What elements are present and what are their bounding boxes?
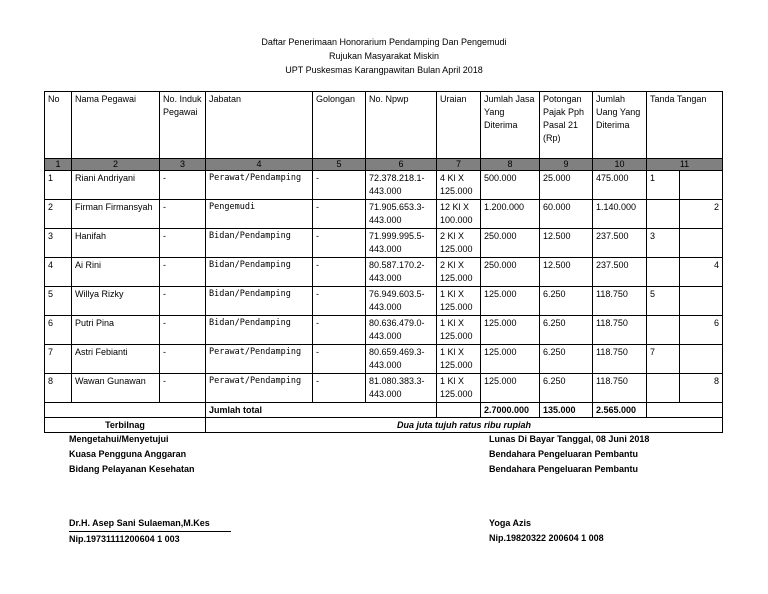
header-golongan: Golongan <box>313 92 366 159</box>
table-row <box>45 258 723 287</box>
row-no-cell: 4 <box>45 258 72 287</box>
row-uraian-cell: 2 Kl X 125.000 <box>437 229 481 258</box>
row-diterima-cell: 118.750 <box>593 316 647 345</box>
row-jabatan-cell: Bidan/Pendamping <box>206 258 313 287</box>
row-npwp-cell: 76.949.603.5- 443.000 <box>366 287 437 316</box>
index-cell: 8 <box>481 159 540 171</box>
row-jabatan-cell: Bidan/Pendamping <box>206 316 313 345</box>
right-role-line: Bendahara Pengeluaran Pembantu <box>489 449 639 459</box>
header-jabatan: Jabatan <box>206 92 313 159</box>
table-row <box>45 316 723 345</box>
right-signature-block <box>489 432 649 477</box>
left-signatory <box>69 516 231 547</box>
row-signature-left-cell: 3 <box>647 229 680 258</box>
index-cell: 7 <box>437 159 481 171</box>
row-npwp-cell: 71.999.995.5- 443.000 <box>366 229 437 258</box>
honorarium-table <box>44 91 723 433</box>
row-jabatan-cell: Perawat/Pendamping <box>206 171 313 200</box>
row-golongan-cell: - <box>313 316 366 345</box>
row-nip-cell: - <box>160 200 206 229</box>
row-signature-left-cell <box>647 258 680 287</box>
row-no-cell: 1 <box>45 171 72 200</box>
header-no: No <box>45 92 72 159</box>
row-jabatan-cell: Perawat/Pendamping <box>206 345 313 374</box>
row-no-cell: 3 <box>45 229 72 258</box>
row-nip-cell: - <box>160 374 206 403</box>
header-tanda-tangan: Tanda Tangan <box>647 92 723 159</box>
row-pajak-cell: 12.500 <box>540 258 593 287</box>
row-jasa-cell: 125.000 <box>481 374 540 403</box>
row-nama-cell: Ai Rini <box>72 258 160 287</box>
row-jasa-cell: 1.200.000 <box>481 200 540 229</box>
row-signature-right-cell: 8 <box>680 374 723 403</box>
row-npwp-cell: 80.636.479.0- 443.000 <box>366 316 437 345</box>
row-nip-cell: - <box>160 229 206 258</box>
row-golongan-cell: - <box>313 374 366 403</box>
total-diterima: 2.565.000 <box>593 403 647 418</box>
terbilang-label: Terbilnag <box>45 418 206 433</box>
table-row <box>45 171 723 200</box>
row-jabatan-cell: Perawat/Pendamping <box>206 374 313 403</box>
row-signature-right-cell: 4 <box>680 258 723 287</box>
row-diterima-cell: 118.750 <box>593 287 647 316</box>
index-cell: 11 <box>647 159 723 171</box>
row-npwp-cell: 80.659.469.3- 443.000 <box>366 345 437 374</box>
row-no-cell: 2 <box>45 200 72 229</box>
index-cell: 3 <box>160 159 206 171</box>
row-jabatan-cell: Pengemudi <box>206 200 313 229</box>
row-golongan-cell: - <box>313 258 366 287</box>
row-golongan-cell: - <box>313 345 366 374</box>
row-signature-right-cell <box>680 171 723 200</box>
header-uraian: Uraian <box>437 92 481 159</box>
row-uraian-cell: 1 Kl X 125.000 <box>437 374 481 403</box>
row-signature-left-cell <box>647 200 680 229</box>
right-payment-line: Lunas Di Bayar Tanggal, 08 Juni 2018 <box>489 434 650 444</box>
row-pajak-cell: 6.250 <box>540 345 593 374</box>
row-nip-cell: - <box>160 345 206 374</box>
row-no-cell: 7 <box>45 345 72 374</box>
table-row <box>45 229 723 258</box>
left-approval-line: Mengetahui/Menyetujui <box>69 434 169 444</box>
row-uraian-cell: 1 Kl X 125.000 <box>437 345 481 374</box>
total-label: Jumlah total <box>206 403 437 418</box>
row-pajak-cell: 12.500 <box>540 229 593 258</box>
row-nama-cell: Riani Andriyani <box>72 171 160 200</box>
row-nip-cell: - <box>160 171 206 200</box>
row-pajak-cell: 60.000 <box>540 200 593 229</box>
row-signature-left-cell: 5 <box>647 287 680 316</box>
column-index-row <box>45 159 723 171</box>
row-diterima-cell: 237.500 <box>593 229 647 258</box>
header-pajak: Potongan Pajak Pph Pasal 21 (Rp) <box>540 92 593 159</box>
row-nama-cell: Putri Pina <box>72 316 160 345</box>
total-pajak: 135.000 <box>540 403 593 418</box>
row-nip-cell: - <box>160 316 206 345</box>
row-signature-left-cell <box>647 374 680 403</box>
row-jasa-cell: 250.000 <box>481 229 540 258</box>
row-golongan-cell: - <box>313 287 366 316</box>
row-pajak-cell: 6.250 <box>540 287 593 316</box>
row-uraian-cell: 12 Kl X 100.000 <box>437 200 481 229</box>
right-role-line-2: Bendahara Pengeluaran Pembantu <box>489 464 639 474</box>
right-signatory-name: Yoga Azis <box>489 518 532 528</box>
table-body <box>45 159 723 433</box>
row-nama-cell: Firman Firmansyah <box>72 200 160 229</box>
header-diterima: Jumlah Uang Yang Diterima <box>593 92 647 159</box>
total-row <box>45 403 723 418</box>
row-nama-cell: Wawan Gunawan <box>72 374 160 403</box>
row-golongan-cell: - <box>313 200 366 229</box>
index-cell: 10 <box>593 159 647 171</box>
document-subtitle-unit: UPT Puskesmas Karangpawitan Bulan April 2018 <box>285 65 483 75</box>
header-nama: Nama Pegawai <box>72 92 160 159</box>
row-no-cell: 8 <box>45 374 72 403</box>
row-npwp-cell: 80.587.170.2- 443.000 <box>366 258 437 287</box>
row-jasa-cell: 125.000 <box>481 345 540 374</box>
row-signature-right-cell <box>680 229 723 258</box>
index-cell: 1 <box>45 159 72 171</box>
row-nama-cell: Willya Rizky <box>72 287 160 316</box>
row-signature-right-cell <box>680 287 723 316</box>
row-jabatan-cell: Bidan/Pendamping <box>206 229 313 258</box>
row-jasa-cell: 125.000 <box>481 287 540 316</box>
right-signatory-nip: Nip.19820322 200604 1 008 <box>489 533 604 543</box>
row-uraian-cell: 1 Kl X 125.000 <box>437 287 481 316</box>
table-row <box>45 374 723 403</box>
row-no-cell: 5 <box>45 287 72 316</box>
left-role-line: Kuasa Pengguna Anggaran <box>69 449 187 459</box>
left-signatory-name: Dr.H. Asep Sani Sulaeman,M.Kes <box>69 516 231 532</box>
row-pajak-cell: 6.250 <box>540 374 593 403</box>
row-golongan-cell: - <box>313 229 366 258</box>
row-jasa-cell: 500.000 <box>481 171 540 200</box>
row-npwp-cell: 71.905.653.3- 443.000 <box>366 200 437 229</box>
left-signature-block <box>69 432 195 477</box>
row-pajak-cell: 25.000 <box>540 171 593 200</box>
row-diterima-cell: 118.750 <box>593 374 647 403</box>
document-subtitle: Rujukan Masyarakat Miskin <box>328 51 440 61</box>
row-no-cell: 6 <box>45 316 72 345</box>
document-title: Daftar Penerimaan Honorarium Pendamping Dan Pengemudi <box>261 37 507 47</box>
row-jabatan-cell: Bidan/Pendamping <box>206 287 313 316</box>
index-cell: 2 <box>72 159 160 171</box>
terbilang-row <box>45 418 723 433</box>
row-diterima-cell: 1.140.000 <box>593 200 647 229</box>
row-uraian-cell: 4 Kl X 125.000 <box>437 171 481 200</box>
index-cell: 6 <box>366 159 437 171</box>
row-npwp-cell: 81.080.383.3- 443.000 <box>366 374 437 403</box>
row-jasa-cell: 125.000 <box>481 316 540 345</box>
row-nip-cell: - <box>160 287 206 316</box>
row-jasa-cell: 250.000 <box>481 258 540 287</box>
row-uraian-cell: 1 Kl X 125.000 <box>437 316 481 345</box>
left-signatory-nip: Nip.19731111200604 1 003 <box>69 534 180 544</box>
row-npwp-cell: 72.378.218.1- 443.000 <box>366 171 437 200</box>
row-signature-right-cell: 6 <box>680 316 723 345</box>
row-signature-left-cell <box>647 316 680 345</box>
header-nip: No. Induk Pegawai <box>160 92 206 159</box>
row-nama-cell: Hanifah <box>72 229 160 258</box>
terbilang-value: Dua juta tujuh ratus ribu rupiah <box>206 418 723 433</box>
index-cell: 9 <box>540 159 593 171</box>
row-signature-right-cell: 2 <box>680 200 723 229</box>
row-nip-cell: - <box>160 258 206 287</box>
row-diterima-cell: 237.500 <box>593 258 647 287</box>
row-diterima-cell: 118.750 <box>593 345 647 374</box>
row-pajak-cell: 6.250 <box>540 316 593 345</box>
index-cell: 5 <box>313 159 366 171</box>
row-signature-left-cell: 1 <box>647 171 680 200</box>
header-npwp: No. Npwp <box>366 92 437 159</box>
row-signature-left-cell: 7 <box>647 345 680 374</box>
table-header-row <box>45 92 723 159</box>
row-nama-cell: Astri Febianti <box>72 345 160 374</box>
table-row <box>45 345 723 374</box>
table-row <box>45 200 723 229</box>
row-signature-right-cell <box>680 345 723 374</box>
index-cell: 4 <box>206 159 313 171</box>
left-division-line: Bidang Pelayanan Kesehatan <box>69 464 195 474</box>
row-golongan-cell: - <box>313 171 366 200</box>
row-uraian-cell: 2 Kl X 125.000 <box>437 258 481 287</box>
row-diterima-cell: 475.000 <box>593 171 647 200</box>
total-jasa: 2.7000.000 <box>481 403 540 418</box>
table-row <box>45 287 723 316</box>
right-signatory <box>489 516 604 546</box>
header-jasa: Jumlah Jasa Yang Diterima <box>481 92 540 159</box>
